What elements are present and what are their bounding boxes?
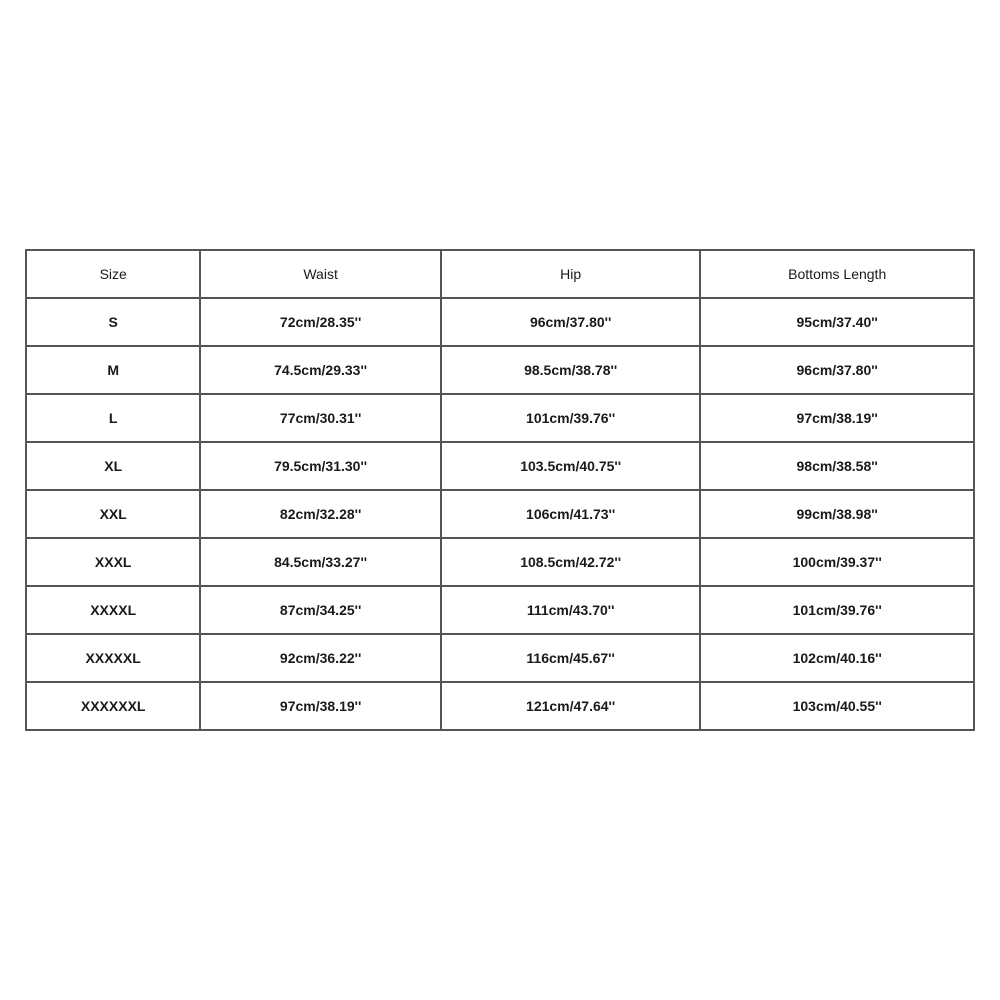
cell-hip: 101cm/39.76'' (441, 394, 701, 442)
size-chart-body (26, 298, 974, 730)
table-row (26, 442, 974, 490)
cell-size: XXXXL (26, 586, 200, 634)
table-row (26, 634, 974, 682)
cell-bottoms-length: 101cm/39.76'' (700, 586, 974, 634)
header-row (26, 250, 974, 298)
table-row (26, 682, 974, 730)
cell-waist: 87cm/34.25'' (200, 586, 441, 634)
cell-bottoms-length: 103cm/40.55'' (700, 682, 974, 730)
cell-waist: 79.5cm/31.30'' (200, 442, 441, 490)
cell-bottoms-length: 98cm/38.58'' (700, 442, 974, 490)
header-waist: Waist (200, 250, 441, 298)
cell-size: S (26, 298, 200, 346)
cell-bottoms-length: 97cm/38.19'' (700, 394, 974, 442)
cell-hip: 96cm/37.80'' (441, 298, 701, 346)
header-hip: Hip (441, 250, 701, 298)
table-row (26, 586, 974, 634)
cell-hip: 108.5cm/42.72'' (441, 538, 701, 586)
cell-size: L (26, 394, 200, 442)
cell-size: XXL (26, 490, 200, 538)
cell-hip: 98.5cm/38.78'' (441, 346, 701, 394)
table-row (26, 346, 974, 394)
cell-bottoms-length: 96cm/37.80'' (700, 346, 974, 394)
cell-waist: 97cm/38.19'' (200, 682, 441, 730)
cell-hip: 111cm/43.70'' (441, 586, 701, 634)
cell-size: M (26, 346, 200, 394)
cell-hip: 116cm/45.67'' (441, 634, 701, 682)
cell-waist: 84.5cm/33.27'' (200, 538, 441, 586)
table-row (26, 490, 974, 538)
cell-hip: 121cm/47.64'' (441, 682, 701, 730)
cell-size: XL (26, 442, 200, 490)
header-size: Size (26, 250, 200, 298)
cell-size: XXXXXL (26, 634, 200, 682)
cell-bottoms-length: 99cm/38.98'' (700, 490, 974, 538)
table-row (26, 298, 974, 346)
cell-bottoms-length: 102cm/40.16'' (700, 634, 974, 682)
cell-waist: 82cm/32.28'' (200, 490, 441, 538)
cell-bottoms-length: 100cm/39.37'' (700, 538, 974, 586)
cell-hip: 103.5cm/40.75'' (441, 442, 701, 490)
cell-waist: 72cm/28.35'' (200, 298, 441, 346)
table-row (26, 394, 974, 442)
cell-waist: 77cm/30.31'' (200, 394, 441, 442)
cell-size: XXXL (26, 538, 200, 586)
cell-waist: 92cm/36.22'' (200, 634, 441, 682)
cell-hip: 106cm/41.73'' (441, 490, 701, 538)
cell-size: XXXXXXL (26, 682, 200, 730)
size-chart-table (25, 249, 975, 731)
table-row (26, 538, 974, 586)
cell-bottoms-length: 95cm/37.40'' (700, 298, 974, 346)
size-chart-header (26, 250, 974, 298)
header-bottoms-length: Bottoms Length (700, 250, 974, 298)
cell-waist: 74.5cm/29.33'' (200, 346, 441, 394)
